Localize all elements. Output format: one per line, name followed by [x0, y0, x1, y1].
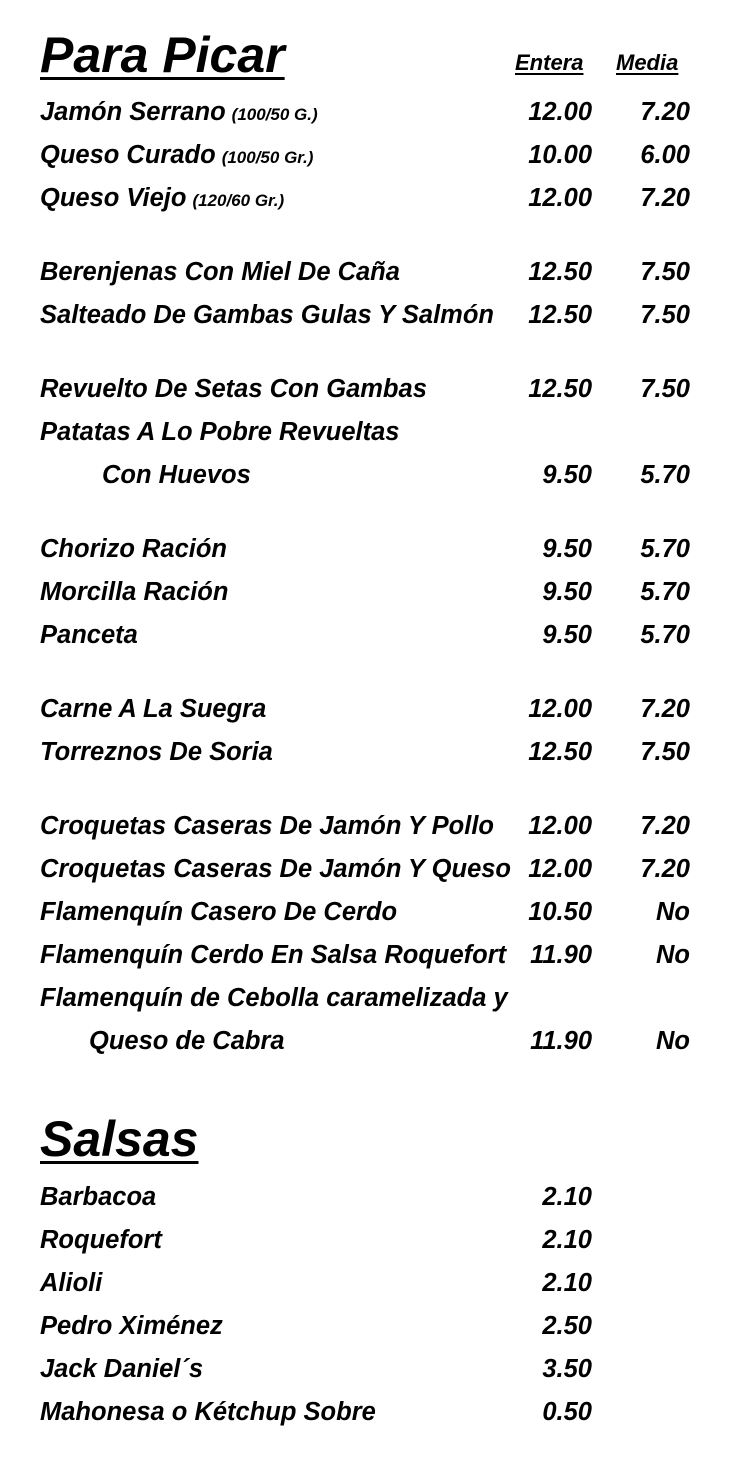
price-media: 7.50: [640, 301, 690, 329]
item-name: Torreznos De Soria: [40, 738, 273, 766]
price-entera: 12.50: [528, 258, 592, 286]
menu-row: [0, 1022, 750, 1060]
price-media: 7.50: [640, 738, 690, 766]
menu-row: [0, 253, 750, 291]
price-media: No: [656, 1027, 690, 1055]
column-header-entera: Entera: [515, 50, 584, 75]
section-title-salsas: Salsas: [40, 1111, 199, 1167]
price-entera: 12.00: [528, 98, 592, 126]
item-portion-note: (100/50 Gr.): [221, 148, 314, 167]
item-name: Berenjenas Con Miel De Caña: [40, 258, 400, 286]
item-name: Panceta: [40, 621, 138, 649]
sauce-price: 0.50: [542, 1398, 592, 1426]
menu-row: [0, 456, 750, 494]
sauce-row: [0, 1307, 750, 1345]
price-entera: 12.00: [528, 812, 592, 840]
menu-row: [0, 733, 750, 771]
item-name: Salteado De Gambas Gulas Y Salmón: [40, 301, 494, 329]
item-name-continuation: Queso de Cabra: [89, 1027, 285, 1055]
price-media: 5.70: [640, 578, 690, 606]
menu-row: [0, 936, 750, 974]
sauce-price: 2.50: [542, 1312, 592, 1340]
menu-row: [0, 979, 750, 1017]
sauce-name: Roquefort: [40, 1226, 162, 1254]
sauce-price: 3.50: [542, 1355, 592, 1383]
sauce-row: [0, 1393, 750, 1431]
sauce-price: 2.10: [542, 1269, 592, 1297]
item-name: Flamenquín Casero De Cerdo: [40, 898, 398, 926]
item-name-continuation: Con Huevos: [102, 461, 251, 489]
price-media: 5.70: [640, 461, 690, 489]
item-name: Flamenquín de Cebolla caramelizada y: [40, 984, 508, 1012]
price-entera: 12.00: [528, 855, 592, 883]
price-entera: 9.50: [542, 578, 592, 606]
price-entera: 11.90: [530, 1027, 592, 1055]
price-media: 7.20: [640, 184, 690, 212]
price-entera: 12.00: [528, 695, 592, 723]
menu-row: [0, 893, 750, 931]
price-media: No: [656, 898, 690, 926]
sauce-row: [0, 1221, 750, 1259]
price-entera: 9.50: [542, 621, 592, 649]
sauce-name: Mahonesa o Kétchup Sobre: [40, 1398, 376, 1426]
menu-row: [0, 807, 750, 845]
price-entera: 10.50: [528, 898, 592, 926]
menu-row: [0, 296, 750, 334]
sauce-price: 2.10: [542, 1226, 592, 1254]
sauce-name: Barbacoa: [40, 1183, 157, 1211]
item-name: Croquetas Caseras De Jamón Y Pollo: [40, 812, 494, 840]
item-name: Revuelto De Setas Con Gambas: [40, 375, 427, 403]
menu-row: [0, 850, 750, 888]
menu-row: [0, 690, 750, 728]
price-media: 5.70: [640, 535, 690, 563]
price-entera: 12.50: [528, 301, 592, 329]
price-entera: 9.50: [542, 535, 592, 563]
sauce-name: Jack Daniel´s: [40, 1355, 204, 1383]
menu-row: [0, 530, 750, 568]
item-name: Croquetas Caseras De Jamón Y Queso: [40, 855, 512, 883]
sauce-price: 2.10: [542, 1183, 592, 1211]
price-media: 7.50: [640, 258, 690, 286]
price-entera: 12.50: [528, 738, 592, 766]
price-media: 7.20: [640, 812, 690, 840]
price-media: 7.50: [640, 375, 690, 403]
sauce-name: Alioli: [40, 1269, 103, 1297]
price-entera: 9.50: [542, 461, 592, 489]
price-entera: 11.90: [530, 941, 592, 969]
price-media: 7.20: [640, 695, 690, 723]
item-portion-note: (100/50 G.): [231, 105, 318, 124]
item-portion-note: (120/60 Gr.): [192, 191, 285, 210]
sauce-row: [0, 1264, 750, 1302]
sauce-row: [0, 1178, 750, 1216]
item-name: Morcilla Ración: [40, 578, 229, 606]
price-media: No: [656, 941, 690, 969]
menu-row: [0, 573, 750, 611]
menu-row: [0, 616, 750, 654]
price-media: 7.20: [640, 98, 690, 126]
item-name: Queso Viejo (120/60 Gr.): [40, 184, 285, 212]
menu-row: [0, 370, 750, 408]
sauce-name: Pedro Ximénez: [40, 1312, 223, 1340]
item-name: Flamenquín Cerdo En Salsa Roquefort: [40, 941, 507, 969]
price-entera: 10.00: [528, 141, 592, 169]
menu-row: [0, 136, 750, 174]
column-header-media: Media: [616, 50, 679, 75]
price-entera: 12.50: [528, 375, 592, 403]
price-media: 5.70: [640, 621, 690, 649]
item-name: Carne A La Suegra: [40, 695, 267, 723]
price-media: 7.20: [640, 855, 690, 883]
menu-row: [0, 93, 750, 131]
menu-row: [0, 413, 750, 451]
section-title-para-picar: Para Picar: [40, 27, 285, 83]
menu-row: [0, 179, 750, 217]
item-name: Jamón Serrano (100/50 G.): [40, 98, 318, 126]
item-name: Patatas A Lo Pobre Revueltas: [40, 418, 400, 446]
price-media: 6.00: [640, 141, 690, 169]
price-entera: 12.00: [528, 184, 592, 212]
item-name: Chorizo Ración: [40, 535, 228, 563]
item-name: Queso Curado (100/50 Gr.): [40, 141, 314, 169]
sauce-row: [0, 1350, 750, 1388]
